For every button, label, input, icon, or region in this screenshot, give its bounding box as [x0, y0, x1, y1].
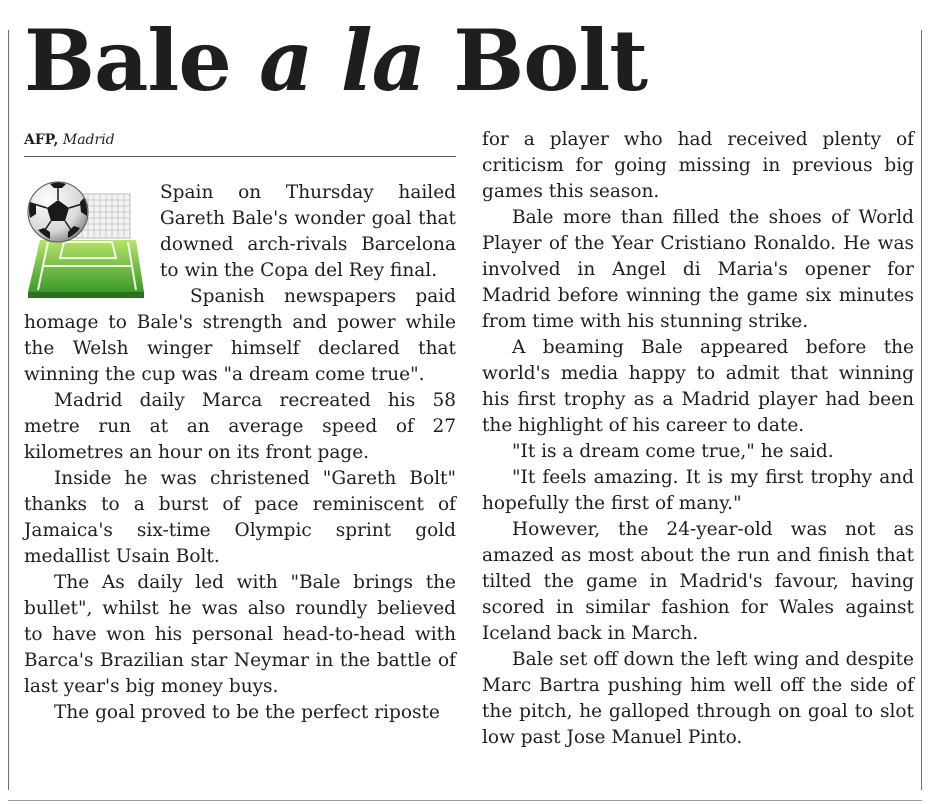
headline-word-a-la: a la — [259, 11, 426, 110]
right-paragraph-3: A beaming Bale appeared before the world's media happy to admit that winning his first trophy as a Madrid player had been the highlight of his career to date. — [482, 337, 914, 436]
article-column-left — [24, 180, 456, 726]
left-paragraph-2: Spanish newspapers paid homage to Bale's strength and power while the Welsh winger himself declared that winning the cup was "a dream come true". — [24, 286, 456, 385]
left-paragraph-6: The goal proved to be the perfect riposte — [54, 702, 440, 723]
right-paragraph-2: Bale more than filled the shoes of World Player of the Year Cristiano Ronaldo. He was involved in Angel di Maria's opener for Madrid before winning the game six minutes from time with his stunning strike. — [482, 207, 914, 332]
left-paragraph-3: Madrid daily Marca recreated his 58 metre run at an average speed of 27 kilometres an hour on its front page. — [24, 390, 456, 463]
headline-word-bolt: Bolt — [453, 11, 648, 110]
byline-agency: AFP, — [24, 132, 59, 148]
article-column-right — [482, 127, 914, 751]
right-paragraph-7: Bale set off down the left wing and despite Marc Bartra pushing him well off the side of the pitch, he galloped through on goal to slot low past Jose Manuel Pinto. — [482, 649, 914, 748]
bottom-frame-rule — [8, 800, 922, 801]
byline-location: Madrid — [62, 132, 115, 148]
football-goal-icon — [24, 178, 150, 302]
right-paragraph-4: "It is a dream come true," he said. — [512, 441, 834, 462]
left-paragraph-4: Inside he was christened "Gareth Bolt" thanks to a burst of pace reminiscent of Jamaica's six-time Olympic sprint gold medallist Usain Bolt. — [24, 468, 456, 567]
left-paragraph-1: Spain on Thursday hailed Gareth Bale's wonder goal that downed arch-rivals Barcelona to win the Copa del Rey final. — [160, 182, 456, 281]
headline — [24, 6, 647, 116]
left-frame-rule — [8, 30, 9, 790]
right-frame-rule — [921, 30, 922, 790]
byline — [24, 130, 456, 157]
right-paragraph-5: "It feels amazing. It is my first trophy and hopefully the first of many." — [482, 467, 914, 514]
right-paragraph-1: for a player who had received plenty of criticism for going missing in previous big games this season. — [482, 129, 914, 202]
right-paragraph-6: However, the 24-year-old was not as amazed as most about the run and finish that tilted the game in Madrid's favour, having scored in similar fashion for Wales against Iceland back in March. — [482, 519, 914, 644]
left-paragraph-5: The As daily led with "Bale brings the bullet", whilst he was also roundly believed to have won his personal head-to-head with Barca's Brazilian star Neymar in the battle of last year's big money buys. — [24, 572, 456, 697]
headline-word-bale: Bale — [24, 11, 231, 110]
